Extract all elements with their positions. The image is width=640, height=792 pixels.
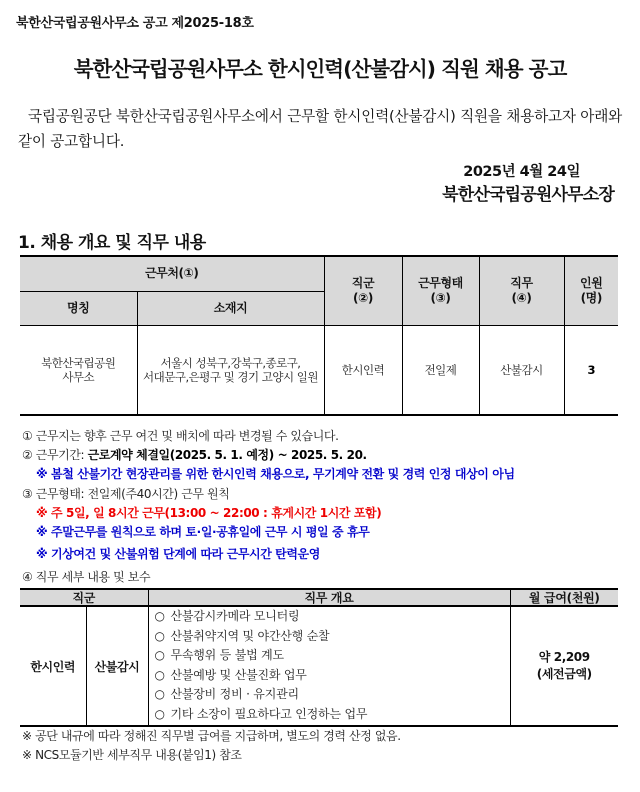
bullet-icon: ○ — [154, 648, 165, 662]
duty-item-text: 산불취약지역 및 야간산행 순찰 — [170, 628, 330, 643]
notice-date: 2025년 4월 24일 — [463, 164, 580, 180]
duty-item-text: 산불감시카메라 모니터링 — [170, 609, 300, 623]
cell-headcount: 3 — [564, 325, 618, 415]
note-work-type: ③ 근무형태: 전일제(주40시간) 근무 원칙 — [22, 487, 230, 501]
bullet-icon: ○ — [154, 687, 165, 701]
duty-item-text: 산불예방 및 산불진화 업무 — [170, 667, 307, 682]
cell-location: 서울시 성북구,강북구,종로구, 서대문구,은평구 및 경기 고양시 일원 — [137, 325, 324, 415]
duty-item-text: 기타 소장이 필요하다고 인정하는 업무 — [170, 706, 368, 721]
header-salary: 월 급여(천원) — [510, 589, 618, 606]
header-location: 소재지 — [137, 291, 324, 325]
signer: 북한산국립공원사무소장 — [442, 185, 614, 205]
header-job-class: 직군 — [20, 589, 148, 606]
cell-name: 북한산국립공원 사무소 — [20, 325, 137, 415]
bullet-icon: ○ — [154, 706, 165, 721]
header-headcount: 인원 (명) — [564, 256, 618, 325]
note-duty-pay: ④ 직무 세부 내용 및 보수 — [22, 570, 151, 584]
cell-job-class: 한시인력 — [20, 606, 86, 726]
header-workplace: 근무처(①) — [20, 256, 324, 291]
note-period-label: ② 근무기간: — [22, 448, 88, 462]
salary-value: 약 2,209 — [538, 650, 590, 664]
bullet-icon: ○ — [154, 609, 165, 623]
note-hours: ※ 주 5일, 일 8시간 근무(13:00 ~ 22:00 : 휴게시간 1시간 포함) — [36, 506, 382, 520]
bullet-icon: ○ — [154, 628, 165, 643]
duty-item — [155, 646, 510, 666]
duty-list — [148, 606, 510, 726]
header-summary: 직무 개요 — [148, 589, 510, 606]
duty-item — [155, 666, 510, 686]
duty-item — [155, 685, 510, 705]
header-job-class: 직군 (②) — [324, 256, 402, 325]
section-heading: 1. 채용 개요 및 직무 내용 — [18, 233, 206, 253]
cell-job-class: 한시인력 — [324, 325, 402, 415]
bullet-icon: ○ — [154, 667, 165, 682]
cell-salary — [510, 606, 618, 726]
note-workplace: ① 근무지는 향후 근무 여건 및 배치에 따라 변경될 수 있습니다. — [22, 429, 339, 443]
note-period-value: 근로계약 체결일(2025. 5. 1. 예정) ~ 2025. 5. 20. — [87, 448, 367, 462]
header-name: 명칭 — [20, 291, 137, 325]
note-weekend: ※ 주말근무를 원칙으로 하며 토·일·공휴일에 근무 시 평일 중 휴무 — [36, 525, 370, 539]
notice-number: 북한산국립공원사무소 공고 제2025-18호 — [16, 16, 254, 31]
header-duty: 직무 (④) — [479, 256, 564, 325]
recruitment-table — [20, 255, 618, 416]
duty-table — [20, 588, 618, 727]
salary-note: (세전금액) — [536, 667, 592, 681]
note-period-remark: ※ 봄철 산불기간 현장관리를 위한 한시인력 채용으로, 무기계약 전환 및 경력 인정 대상이 아님 — [36, 467, 515, 481]
cell-duty: 산불감시 — [479, 325, 564, 415]
duty-item-text: 산불장비 정비 · 유지관리 — [170, 687, 299, 701]
duty-item — [155, 607, 510, 627]
note-flexible: ※ 기상여건 및 산불위험 단계에 따라 근무시간 탄력운영 — [36, 547, 320, 561]
intro-text: 국립공원공단 북한산국립공원사무소에서 근무할 한시인력(산불감시) 직원을 채용하고자 아래와 같이 공고합니다. — [18, 108, 622, 150]
footnote-ncs: ※ NCS모듈기반 세부직무 내용(붙임1) 참조 — [22, 748, 242, 762]
table-row — [20, 325, 618, 415]
duty-item — [155, 705, 510, 725]
note-period — [22, 446, 367, 463]
intro-paragraph — [18, 104, 622, 154]
page-title: 북한산국립공원사무소 한시인력(산불감시) 직원 채용 공고 — [73, 57, 567, 81]
cell-work-type: 전일제 — [402, 325, 479, 415]
duty-item — [155, 627, 510, 647]
footnote-pay: ※ 공단 내규에 따라 정해진 직무별 급여를 지급하며, 별도의 경력 산정 없음. — [22, 729, 401, 743]
header-work-type: 근무형태 (③) — [402, 256, 479, 325]
duty-item-text: 무속행위 등 불법 계도 — [170, 648, 284, 662]
cell-duty: 산불감시 — [86, 606, 148, 726]
table-row — [20, 606, 618, 726]
